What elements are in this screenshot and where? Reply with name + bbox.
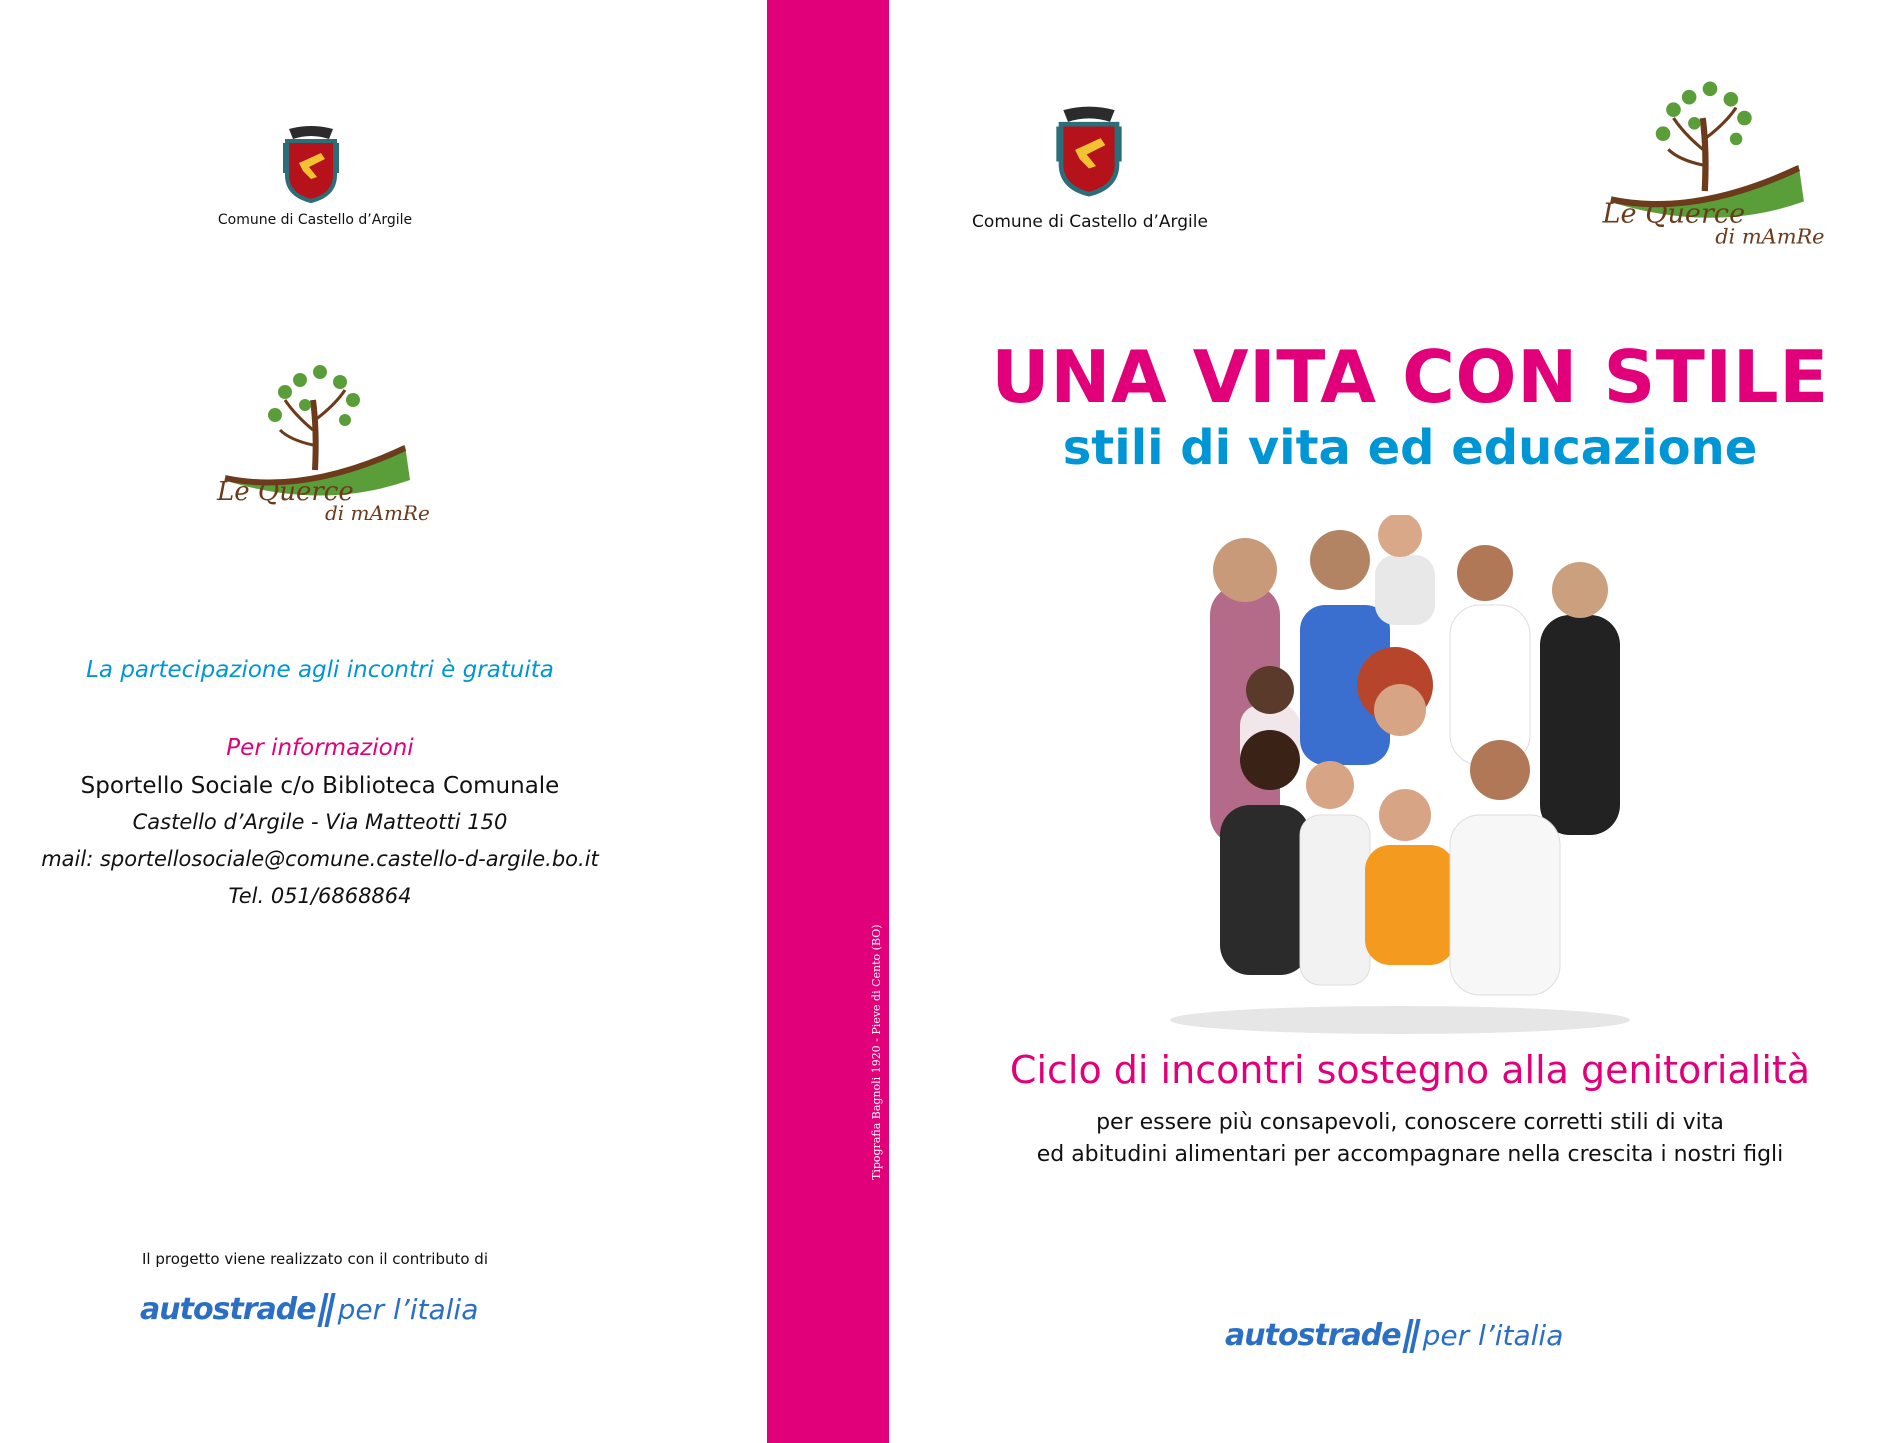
cover-sponsor-word-italia: per l’italia bbox=[1422, 1319, 1564, 1352]
info-address: Castello d’Argile - Via Matteotti 150 bbox=[132, 810, 508, 834]
sponsor-word-italia: per l’italia bbox=[337, 1293, 479, 1326]
cover-subtitle: stili di vita ed educazione bbox=[1062, 420, 1758, 476]
sponsor-word-autostrade: autostrade bbox=[140, 1292, 316, 1327]
cover-desc-line-2: ed abitudini alimentari per accompagnare nella crescita i nostri figli bbox=[1036, 1142, 1784, 1167]
comune-crest-icon bbox=[281, 125, 341, 203]
sponsor-credit-line: Il progetto viene realizzato con il contributo di bbox=[142, 1250, 488, 1268]
svg-text:di mAmRe: di mAmRe bbox=[1715, 224, 1825, 249]
cover-comune-label: Comune di Castello d’Argile bbox=[972, 212, 1208, 232]
cover-title: UNA VITA CON STILE bbox=[991, 335, 1829, 419]
free-participation-note: La partecipazione agli incontri è gratuita bbox=[86, 657, 554, 683]
printer-credit: Tipografia Bagnoli 1920 - Pieve di Cento (BO) bbox=[870, 924, 883, 1180]
cover-sponsor-bars-icon bbox=[1405, 1319, 1419, 1353]
cover-desc-line-1: per essere più consapevoli, conoscere corretti stili di vita bbox=[1096, 1110, 1724, 1135]
sponsor-bars-icon bbox=[320, 1293, 334, 1327]
info-phone: Tel. 051/6868864 bbox=[228, 884, 412, 908]
back-comune-label: Comune di Castello d’Argile bbox=[217, 212, 413, 228]
info-office: Sportello Sociale c/o Biblioteca Comunale bbox=[80, 773, 560, 799]
cover-sponsor-logo bbox=[1225, 1318, 1625, 1362]
svg-text:di mAmRe: di mAmRe bbox=[325, 501, 430, 525]
svg-text:Le Querce: Le Querce bbox=[1602, 198, 1746, 230]
info-mail: mail: sportellosociale@comune.castello-d-argile.bo.it bbox=[41, 847, 599, 871]
svg-text:Le Querce: Le Querce bbox=[217, 477, 354, 507]
cover-sponsor-word-autostrade: autostrade bbox=[1225, 1318, 1401, 1353]
association-logo-icon bbox=[205, 360, 435, 530]
cover-association-logo-icon bbox=[1590, 75, 1830, 255]
family-photo bbox=[1150, 515, 1650, 1035]
spine-band bbox=[767, 0, 889, 1443]
back-sponsor-logo bbox=[140, 1292, 540, 1336]
cover-heading: Ciclo di incontri sostegno alla genitorialità bbox=[1009, 1048, 1811, 1092]
info-heading: Per informazioni bbox=[226, 735, 414, 761]
cover-comune-crest-icon bbox=[1054, 105, 1124, 197]
